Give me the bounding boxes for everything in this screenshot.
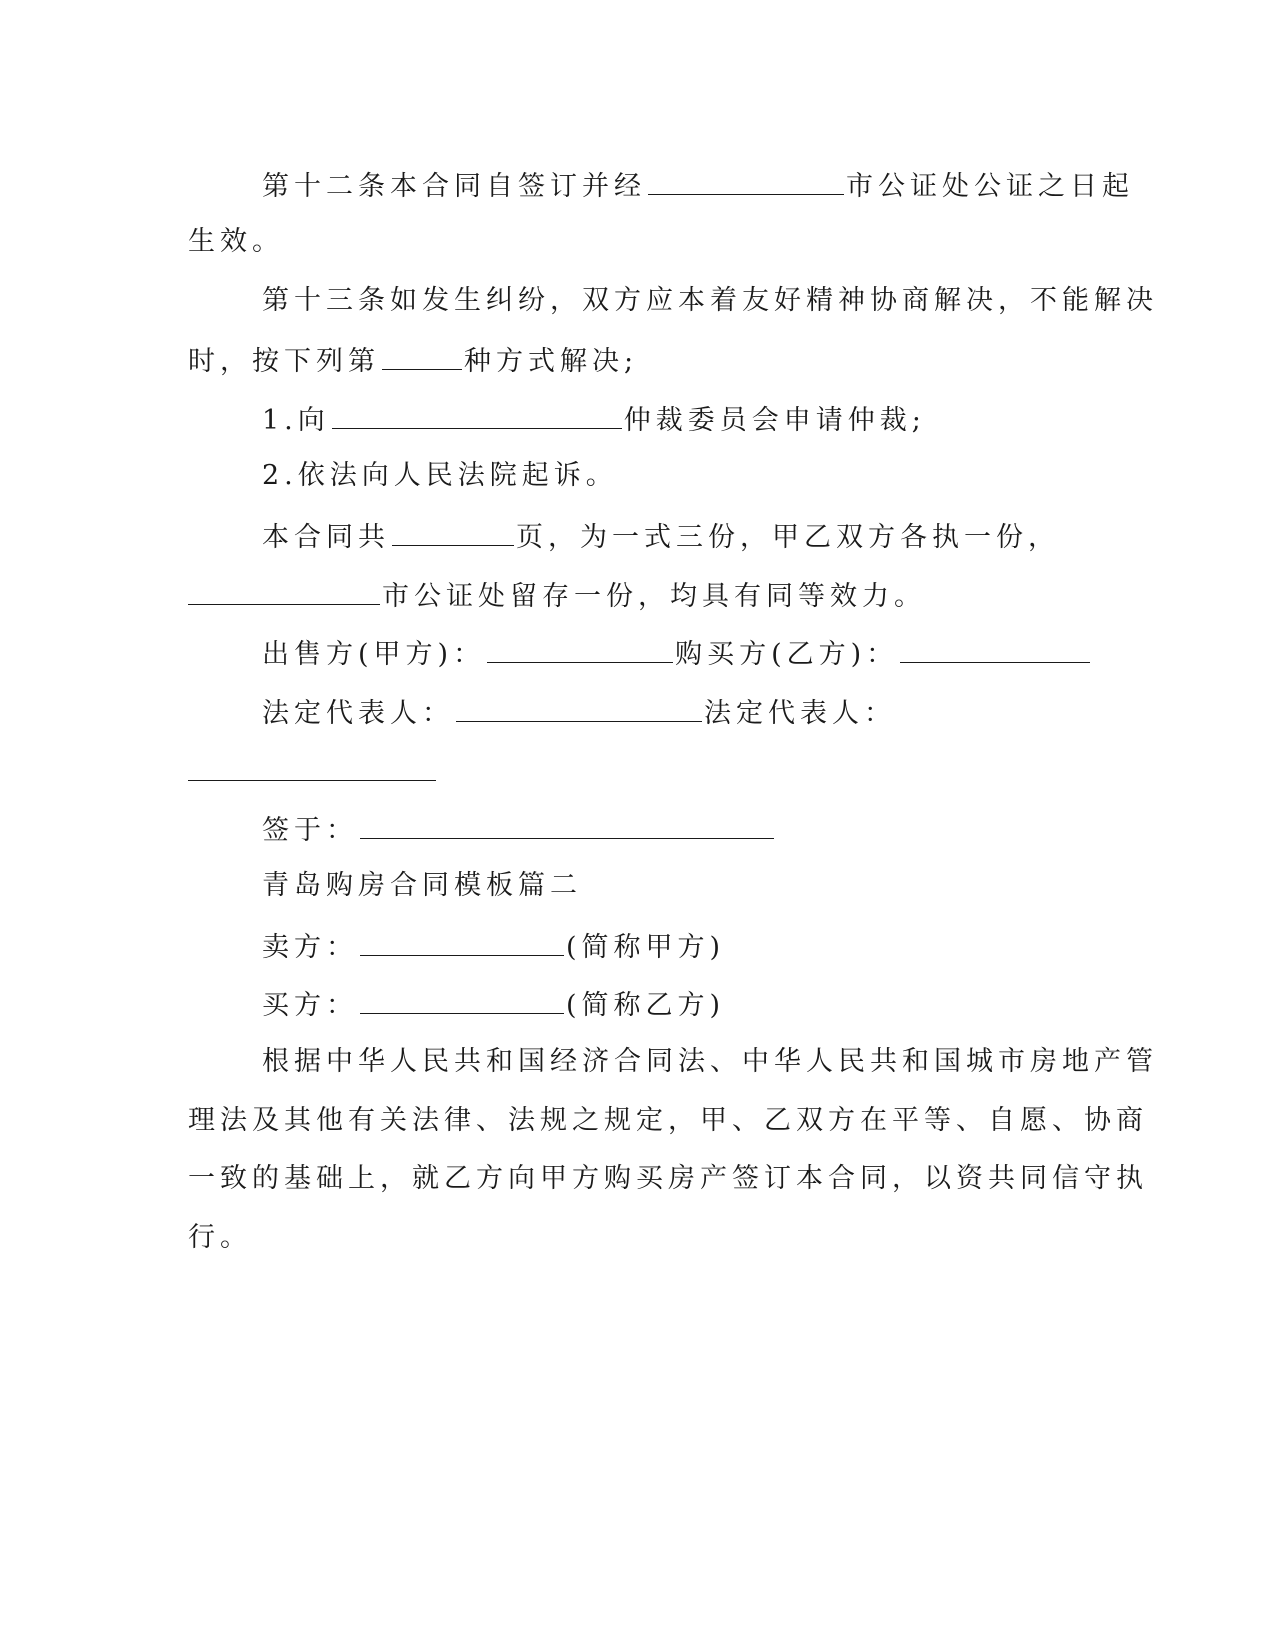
signed-at-label: 签于： (262, 815, 358, 846)
article-13-line-1 (262, 283, 1158, 319)
blank-seller-short[interactable] (360, 927, 564, 956)
buyer-representative-label: 法定代表人： (704, 698, 896, 729)
preamble-line-1 (262, 1044, 1158, 1080)
option-1-line (262, 400, 926, 439)
preamble-text-d: 行。 (188, 1222, 252, 1253)
blank-buyer[interactable] (900, 634, 1090, 663)
article-13-text-c: 种方式解决; (464, 346, 639, 377)
seller-short-suffix: (简称甲方) (566, 932, 726, 963)
article-12-text-a: 第十二条本合同自签订并经 (262, 171, 646, 202)
option-1-text-a: 1.向 (262, 405, 330, 436)
blank-method-number[interactable] (382, 341, 462, 370)
buyer-label: 购买方(乙方)： (675, 639, 899, 670)
option-1-text-b: 仲裁委员会申请仲裁; (623, 405, 926, 436)
copies-text-b: 页，为一式三份，甲乙双方各执一份， (516, 522, 1060, 553)
template-heading (262, 868, 582, 904)
blank-signed-at[interactable] (360, 810, 774, 839)
blank-seller-representative[interactable] (456, 693, 702, 722)
parties-line (262, 634, 1092, 673)
article-12-text-c: 生效。 (188, 226, 284, 257)
option-2-text: 2.依法向人民法院起诉。 (262, 460, 618, 491)
buyer-short-line (262, 985, 725, 1024)
template-heading-text: 青岛购房合同模板篇二 (262, 870, 582, 901)
blank-arbitration-committee[interactable] (332, 400, 622, 429)
blank-seller[interactable] (487, 634, 673, 663)
blank-buyer-short[interactable] (360, 985, 564, 1014)
blank-notary-city[interactable] (648, 166, 844, 195)
preamble-text-a: 根据中华人民共和国经济合同法、中华人民共和国城市房地产管 (262, 1046, 1158, 1077)
signed-at-line (262, 810, 776, 849)
article-12-line-1 (262, 166, 1134, 205)
copies-line-2 (188, 576, 926, 615)
seller-label: 出售方(甲方)： (262, 639, 486, 670)
preamble-text-c: 一致的基础上，就乙方向甲方购买房产签订本合同，以资共同信守执 (188, 1163, 1148, 1194)
copies-line-1 (262, 517, 1060, 556)
representatives-line (262, 693, 896, 732)
article-12-line-2 (188, 224, 284, 260)
copies-text-a: 本合同共 (262, 522, 390, 553)
option-2-line (262, 458, 618, 494)
preamble-line-4 (188, 1220, 252, 1256)
seller-short-label: 卖方： (262, 932, 358, 963)
blank-page-count[interactable] (392, 517, 514, 546)
preamble-line-3 (188, 1161, 1148, 1197)
seller-short-line (262, 927, 725, 966)
article-12-text-b: 市公证处公证之日起 (846, 171, 1134, 202)
article-13-text-b: 时，按下列第 (188, 346, 380, 377)
copies-text-c: 市公证处留存一份，均具有同等效力。 (382, 581, 926, 612)
article-13-line-2 (188, 341, 638, 380)
blank-buyer-representative[interactable] (188, 748, 436, 781)
buyer-short-suffix: (简称乙方) (566, 990, 726, 1021)
buyer-short-label: 买方： (262, 990, 358, 1021)
article-13-text-a: 第十三条如发生纠纷，双方应本着友好精神协商解决，不能解决 (262, 285, 1158, 316)
preamble-text-b: 理法及其他有关法律、法规之规定，甲、乙双方在平等、自愿、协商 (188, 1105, 1148, 1136)
preamble-line-2 (188, 1103, 1148, 1139)
seller-representative-label: 法定代表人： (262, 698, 454, 729)
blank-notary-city-2[interactable] (188, 576, 380, 605)
